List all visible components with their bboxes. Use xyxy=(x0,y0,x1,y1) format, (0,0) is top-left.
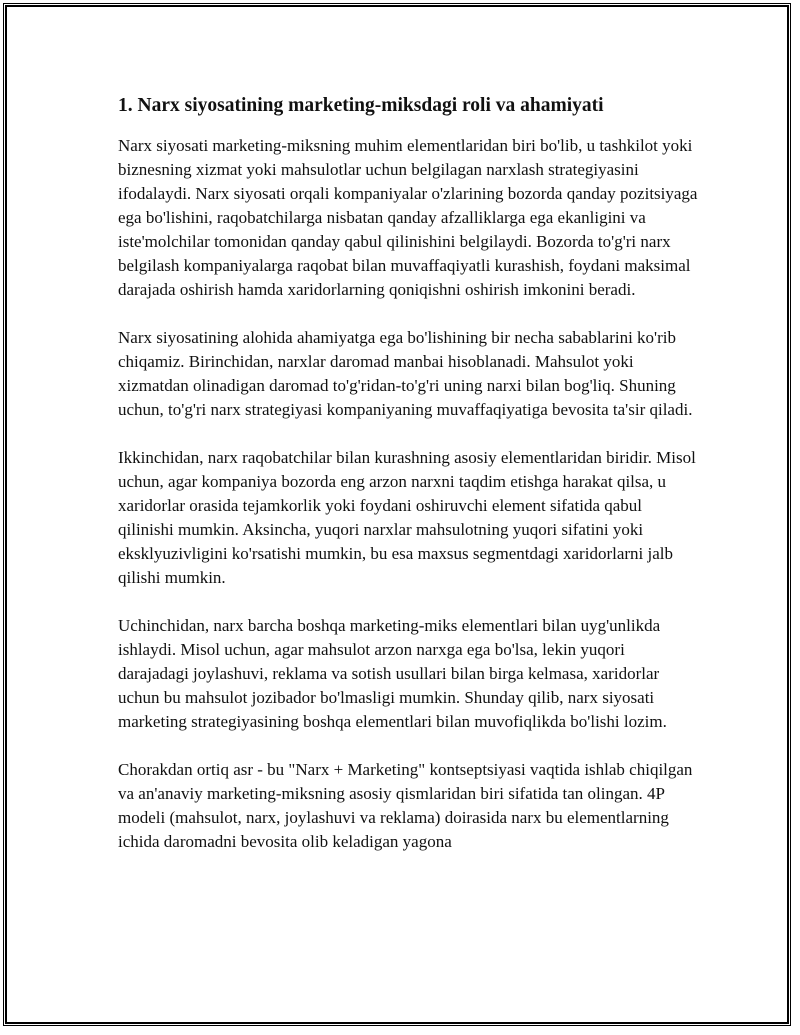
section-heading: 1. Narx siyosatining marketing-miksdagi roli va ahamiyati xyxy=(118,95,604,116)
paragraph-second: Ikkinchidan, narx raqobatchilar bilan kurashning asosiy elementlaridan biridir. Misol uchun, agar kompaniya bozorda eng arzon narxni taqdim etishga harakat qilsa, u xaridorlar orasida tejamkorlik yoki foydani oshiruvchi element sifatida qabul qilinishi mumkin. Aksincha, yuqori narxlar mahsulotning yuqori sifatini yoki eksklyuzivligini ko'rsatishi mumkin, bu esa maxsus segmentdagi xaridorlarni jalb qilishi mumkin. xyxy=(118,448,696,587)
paragraph-third: Uchinchidan, narx barcha boshqa marketing-miks elementlari bilan uyg'unlikda ishlaydi. Misol uchun, agar mahsulot arzon narxga ega bo'lsa, lekin yuqori darajadagi joylashuvi, reklama va sotish usullari bilan birga kelmasa, xaridorlar uchun bu mahsulot jozibador bo'lmasligi mumkin. Shunday qilib, narx siyosati marketing strategiyasining boshqa elementlari bilan muvofiqlikda bo'lishi lozim. xyxy=(118,616,667,731)
paragraph-intro: Narx siyosati marketing-miksning muhim elementlaridan biri bo'lib, u tashkilot yoki biznesning xizmat yoki mahsulotlar uchun belgilagan narxlash strategiyasini ifodalaydi. Narx siyosati orqali kompaniyalar o'zlarining bozorda qanday pozitsiyaga ega bo'lishini, raqobatchilarga nisbatan qanday afzalliklarga ega ekanligini va iste'molchilar tomonidan qanday qabul qilinishini belgilaydi. Bozorda to'g'ri narx belgilash kompaniyalarga raqobat bilan muvaffaqiyatli kurashish, foydani maksimal darajada oshirish hamda xaridorlarning qoniqishni oshirish imkonini beradi. xyxy=(118,136,698,299)
document-body xyxy=(118,92,698,878)
paragraph-reasons: Narx siyosatining alohida ahamiyatga ega bo'lishining bir necha sabablarini ko'rib chiqamiz. Birinchidan, narxlar daromad manbai hisoblanadi. Mahsulot yoki xizmatdan olinadigan daromad to'g'ridan-to'g'ri uning narxi bilan bog'liq. Shuning uchun, to'g'ri narx strategiyasi kompaniyaning muvaffaqiyatiga bevosita ta'sir qiladi. xyxy=(118,328,693,419)
paragraph-4p-model: Chorakdan ortiq asr - bu "Narx + Marketing" kontseptsiyasi vaqtida ishlab chiqilgan va an'anaviy marketing-miksning asosiy qismlaridan biri sifatida tan olingan. 4P modeli (mahsulot, narx, joylashuvi va reklama) doirasida narx bu elementlarning ichida daromadni bevosita olib keladigan yagona xyxy=(118,760,693,851)
